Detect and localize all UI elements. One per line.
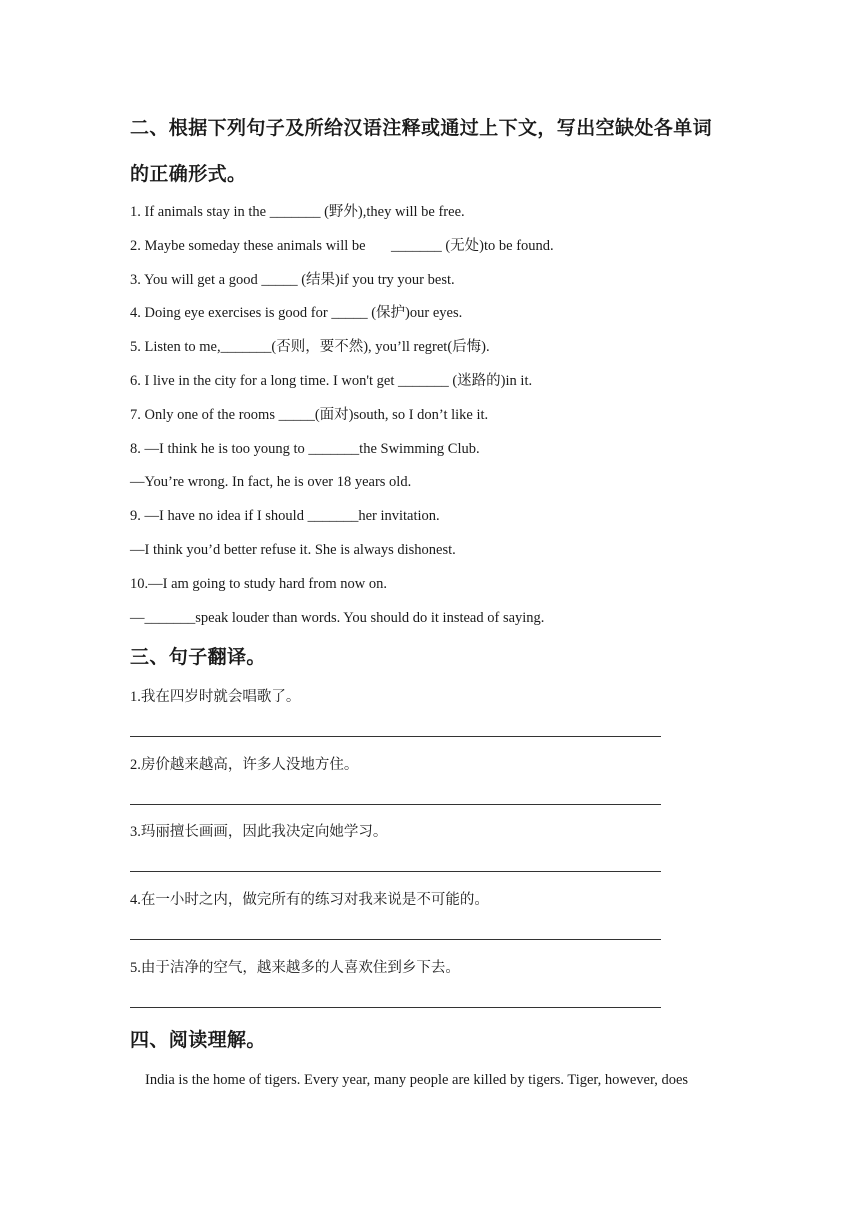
heading-section-3: 三、句子翻译。 [130,646,266,668]
exercise-item-10-reply: —_______speak louder than words. You should do it instead of saying. [130,610,545,626]
translation-item-5: 5.由于洁净的空气，越来越多的人喜欢住到乡下去。 [130,960,460,976]
heading-section-2-line-1: 二、根据下列句子及所给汉语注释或通过上下文，写出空缺处各单词 [130,117,713,139]
translation-item-1: 1.我在四岁时就会唱歌了。 [130,689,301,705]
answer-line-3 [130,871,661,872]
answer-line-4 [130,939,661,940]
translation-item-2: 2.房价越来越高，许多人没地方住。 [130,757,359,773]
answer-line-2 [130,804,661,805]
heading-section-2-line-2: 的正确形式。 [130,163,247,185]
exercise-item-9: 9. —I have no idea if I should _______her invitation. [130,508,440,524]
reading-paragraph: India is the home of tigers. Every year, many people are killed by tigers. Tiger, however, does [145,1072,689,1088]
exercise-item-3: 3. You will get a good _____ (结果)if you try your best. [130,272,455,288]
translation-item-4: 4.在一小时之内，做完所有的练习对我来说是不可能的。 [130,892,489,908]
exercise-item-8: 8. —I think he is too young to _______the Swimming Club. [130,441,480,457]
exercise-item-5: 5. Listen to me,_______(否则，要不然), you’ll regret(后悔). [130,339,490,355]
answer-line-5 [130,1007,661,1008]
answer-line-1 [130,736,661,737]
heading-section-4: 四、阅读理解。 [130,1029,266,1051]
exercise-item-10: 10.—I am going to study hard from now on. [130,576,387,592]
exercise-item-4: 4. Doing eye exercises is good for _____ (保护)our eyes. [130,305,463,321]
exercise-item-8-reply: —You’re wrong. In fact, he is over 18 years old. [130,474,412,490]
exercise-item-6: 6. I live in the city for a long time. I won't get _______ (迷路的)in it. [130,373,533,389]
exercise-item-2: 2. Maybe someday these animals will be _______ (无处)to be found. [130,238,554,254]
exercise-item-1: 1. If animals stay in the _______ (野外),they will be free. [130,204,465,220]
exercise-item-7: 7. Only one of the rooms _____(面对)south, so I don’t like it. [130,407,489,423]
translation-item-3: 3.玛丽擅长画画，因此我决定向她学习。 [130,824,388,840]
exercise-item-9-reply: —I think you’d better refuse it. She is always dishonest. [130,542,456,558]
